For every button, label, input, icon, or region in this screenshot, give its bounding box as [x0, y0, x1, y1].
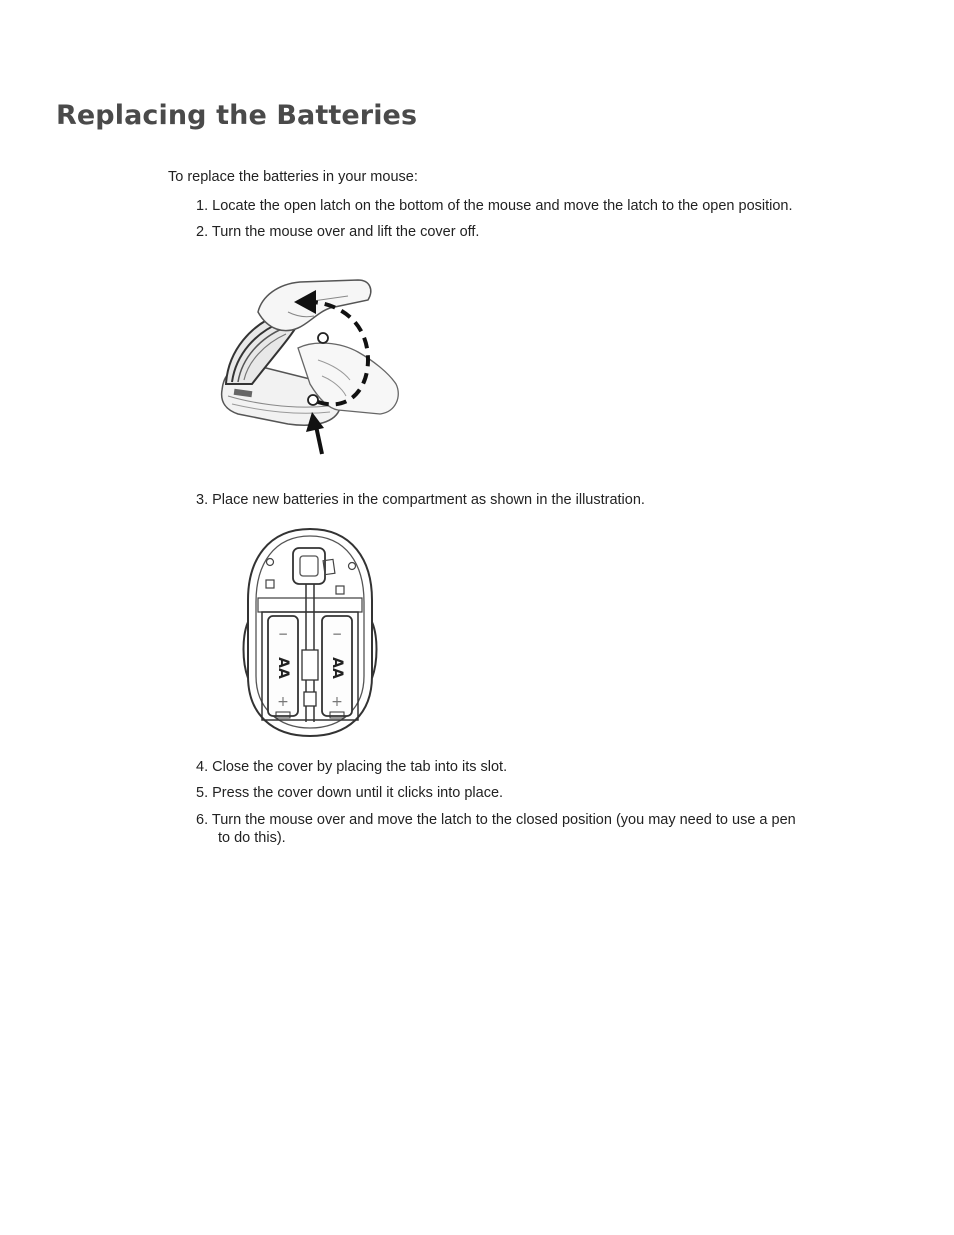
step-text: Turn the mouse over and move the latch to the closed position (you may need to use a pen [211, 812, 796, 828]
cover-removal-drawing [218, 272, 403, 457]
step-2 [196, 223, 479, 241]
battery-right-label: AA [329, 657, 345, 679]
step-3 [196, 491, 645, 509]
step-number: 2. [196, 224, 209, 240]
step-text: Turn the mouse over and lift the cover off. [211, 224, 480, 240]
step-number: 4. [196, 759, 209, 775]
battery-left-label: AA [275, 657, 291, 679]
step-number: 1. [196, 198, 209, 214]
battery-right-plus: + [331, 694, 343, 710]
cover-removal-illustration [218, 272, 403, 457]
battery-left-plus: + [277, 694, 289, 710]
step-text: Locate the open latch on the bottom of the mouse and move the latch to the open position. [212, 198, 793, 214]
intro-text: To replace the batteries in your mouse: [168, 169, 418, 185]
step-number: 3. [196, 492, 209, 508]
step-6 [196, 811, 796, 847]
step-1 [196, 197, 793, 215]
battery-left-minus: − [277, 627, 289, 641]
page-title: Replacing the Batteries [56, 100, 418, 131]
step-text-continued: to do this). [218, 830, 286, 846]
step-number: 5. [196, 785, 209, 801]
battery-compartment-illustration [240, 526, 380, 741]
battery-right-minus: − [331, 627, 343, 641]
step-text: Press the cover down until it clicks into place. [212, 785, 504, 801]
battery-compartment-drawing [240, 526, 380, 741]
step-text: Close the cover by placing the tab into its slot. [212, 759, 508, 775]
step-4 [196, 758, 507, 776]
step-5 [196, 784, 503, 802]
step-number: 6. [196, 812, 209, 828]
step-text: Place new batteries in the compartment as shown in the illustration. [212, 492, 645, 508]
